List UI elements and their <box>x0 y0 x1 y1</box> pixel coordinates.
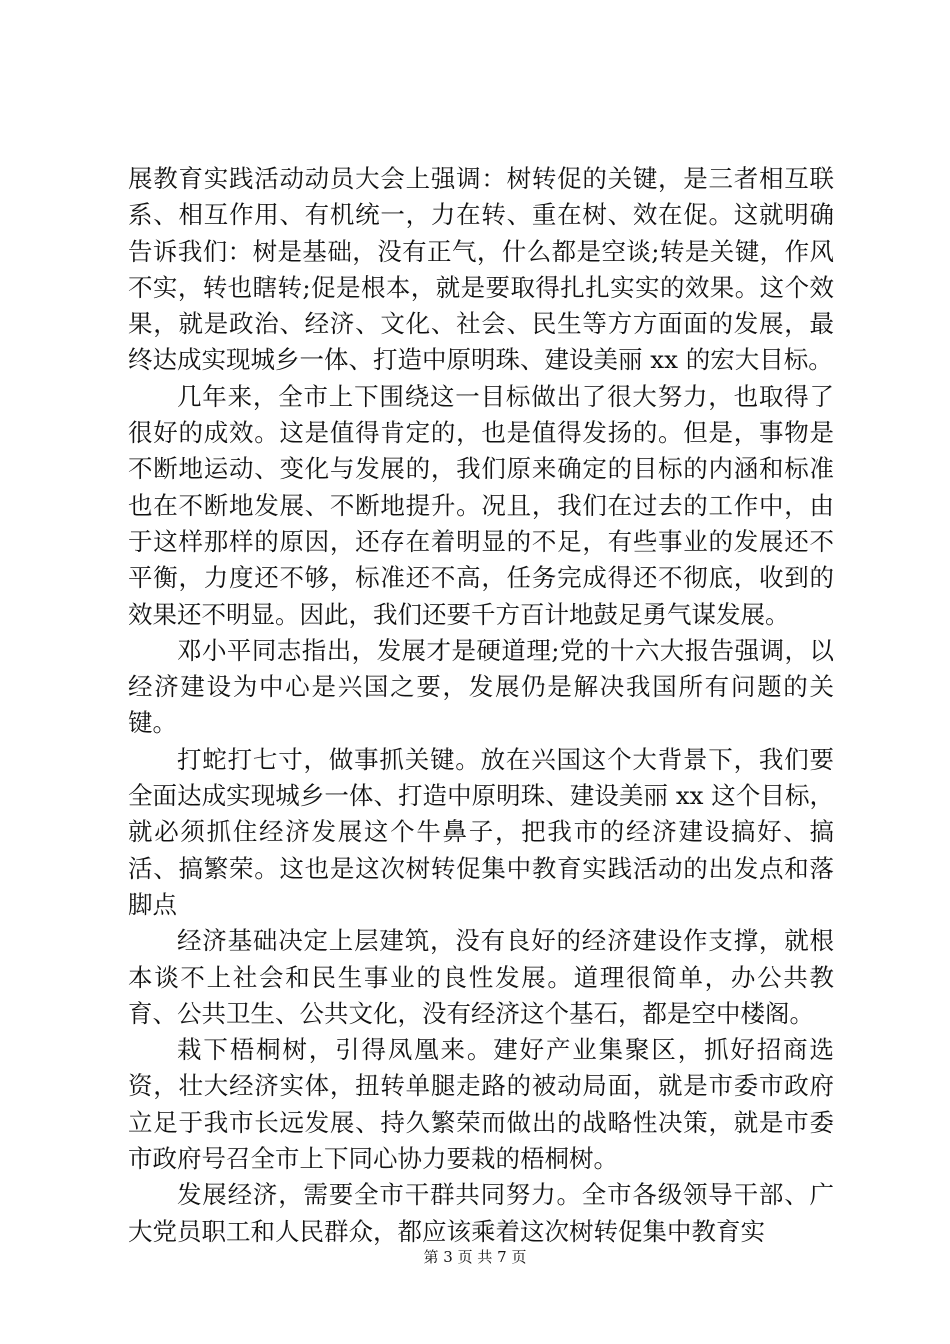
paragraph: 经济基础决定上层建筑，没有良好的经济建设作支撑，就根本谈不上社会和民生事业的良性发展。道理很简单，办公共教育、公共卫生、公共文化，没有经济这个基石，都是空中楼阁。 <box>128 926 834 1028</box>
paragraph-continuation: 展教育实践活动动员大会上强调：树转促的关键，是三者相互联系、相互作用、有机统一，力在转、重在树、效在促。这就明确告诉我们：树是基础，没有正气，什么都是空谈;转是关键，作风不实，转也瞎转;促是根本，就是要取得扎扎实实的效果。这个效果，就是政治、经济、文化、社会、民生等方方面面的发展，最终达成实现城乡一体、打造中原明珠、建设美丽 xx 的宏大目标。 <box>128 164 834 375</box>
paragraph: 发展经济，需要全市干群共同努力。全市各级领导干部、广大党员职工和人民群众，都应该乘着这次树转促集中教育实 <box>128 1180 834 1246</box>
page-number-footer: 第 3 页 共 7 页 <box>423 1248 527 1266</box>
paragraph: 打蛇打七寸，做事抓关键。放在兴国这个大背景下，我们要全面达成实现城乡一体、打造中原明珠、建设美丽 xx 这个目标，就必须抓住经济发展这个牛鼻子，把我市的经济建设搞好、搞活、搞繁荣。这也是这次树转促集中教育实践活动的出发点和落脚点 <box>128 744 834 919</box>
paragraph: 邓小平同志指出，发展才是硬道理;党的十六大报告强调，以经济建设为中心是兴国之要，发展仍是解决我国所有问题的关键。 <box>128 635 834 738</box>
document-body <box>128 161 834 1250</box>
paragraph: 栽下梧桐树，引得凤凰来。建好产业集聚区，抓好招商选资，壮大经济实体，扭转单腿走路的被动局面，就是市委市政府立足于我市长远发展、持久繁荣而做出的战略性决策，就是市委市政府号召全市上下同心协力要栽的梧桐树。 <box>128 1035 834 1174</box>
paragraph: 几年来，全市上下围绕这一目标做出了很大努力，也取得了很好的成效。这是值得肯定的，也是值得发扬的。但是，事物是不断地运动、变化与发展的，我们原来确定的目标的内涵和标准也在不断地发展、不断地提升。况且，我们在过去的工作中，由于这样那样的原因，还存在着明显的不足，有些事业的发展还不平衡，力度还不够，标准还不高，任务完成得还不彻底，收到的效果还不明显。因此，我们还要千方百计地鼓足勇气谋发展。 <box>128 381 834 629</box>
